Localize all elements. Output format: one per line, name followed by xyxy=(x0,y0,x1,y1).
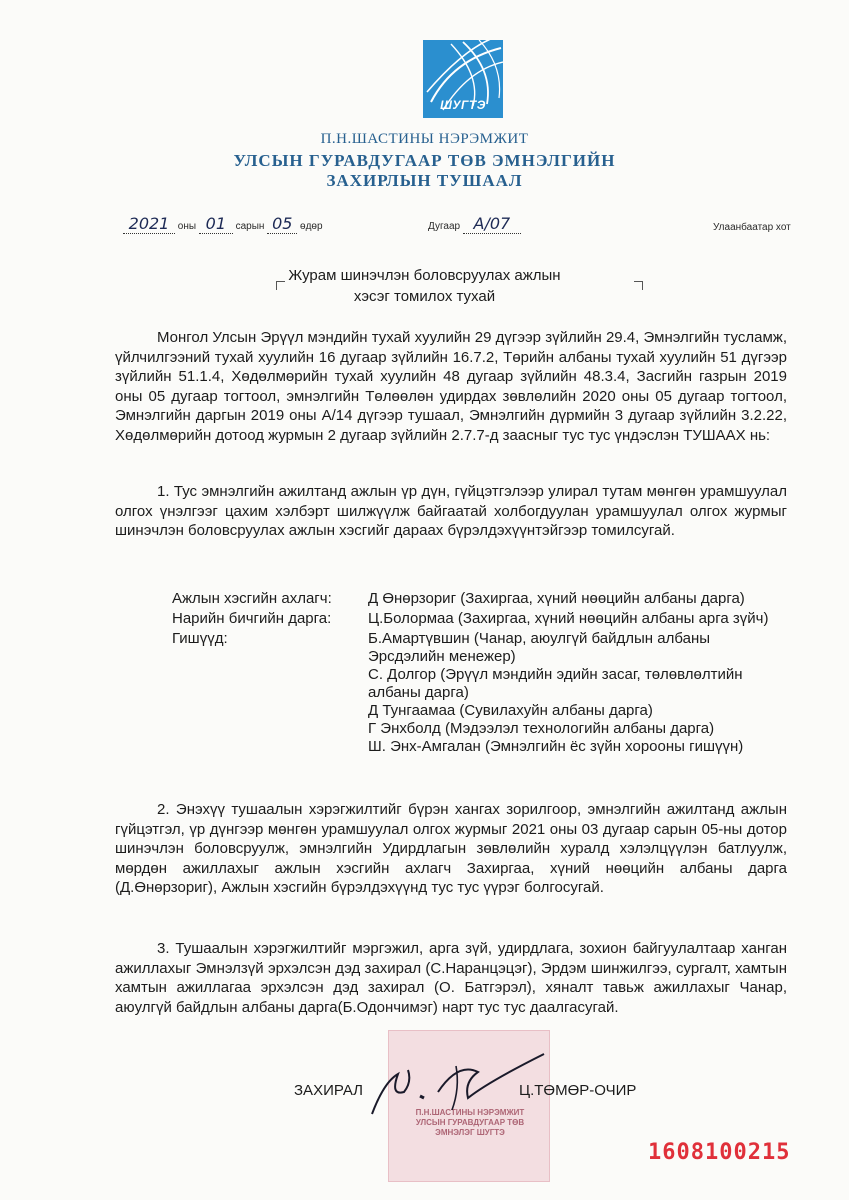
wg-chair: Д Өнөрзориг (Захиргаа, хүний нөөцийн албаны дарга) xyxy=(368,590,745,607)
stamp-text: П.Н.ШАСТИНЫ НЭРЭМЖИТ УЛСЫН ГУРАВДУГААР ТӨВ ЭМНЭЛЭГ ШУГТЭ xyxy=(415,1108,525,1137)
title-line-1: Журам шинэчлэн боловсруулах ажлын xyxy=(288,267,561,284)
order-number-line xyxy=(428,214,521,234)
header-line-3: ЗАХИРЛЫН ТУШААЛ xyxy=(326,171,523,190)
wg-member: Д Тунгаамаа (Сувилахуйн албаны дарга) xyxy=(368,702,653,719)
wg-chair-row xyxy=(172,590,788,608)
preamble-text: Монгол Улсын Эрүүл мэндийн тухай хуулийн 29 дүгээр зүйлийн 29.4, Эмнэлгийн тусламж, үйлчилгээний тухай хуулийн 16 дугаар зүйлийн 16.7.2, Төрийн албаны тухай хуулийн 51 дүгээр зүйлийн 51.1.4, Хөдөлмөрийн тухай хуулийн 48 дугаар зүйлийн 48.3.4, Засгийн газрын 2019 оны 05 дугаар тогтоол, эмнэлгийн Төлөөлөн удирдах зөвлөлийн 2020 оны 05 дугаар тогтоол, Эмнэлгийн даргын 2019 оны А/14 дүгээр тушаал, Эмнэлгийн дүрмийн 3 дугаар зүйлийн 3.2.22, Хөдөлмөрийн дотоод журмын 2 дугаар зүйлийн 2.7.7-д заасныг тус тус үндэслэн ТУШААХ нь: xyxy=(115,329,787,444)
clause-2 xyxy=(115,800,787,898)
wg-member: Б.Амартүвшин (Чанар, аюулгүй байдлын албаны Эрсдэлийн менежер) xyxy=(368,630,711,665)
wg-chair-label: Ажлын хэсгийн ахлагч: xyxy=(172,590,332,607)
wg-secretary: Ц.Болормаа (Захиргаа, хүний нөөцийн албаны арга зүйч) xyxy=(368,610,769,627)
header-line-2: УЛСЫН ГУРАВДУГААР ТӨВ ЭМНЭЛГИЙН xyxy=(233,151,616,170)
clause-3 xyxy=(115,939,787,1017)
date-month: 01 xyxy=(199,214,233,234)
order-number-label: Дугаар xyxy=(428,221,461,232)
preamble xyxy=(115,328,787,445)
wg-secretary-label: Нарийн бичгийн дарга: xyxy=(172,610,332,627)
clause-3-text: 3. Тушаалын хэрэгжилтийг мэргэжил, арга зүй, удирдлага, зохион байгуулалтаар ханган ажиллахыг Эмнэлзүй эрхэлсэн дэд захирал (С.Наранцэцэг), Эрдэм шинжилгээ, сургалт, хамтын хамтын ажиллагаа эрхэлсэн дэд захирал (О. Батгэрэл), хяналт тавьж ажиллахыг Чанар, аюулгүй байдлын албаны дарга(Б.Одончимэг) нарт тус тус даалгасугай. xyxy=(115,940,787,1016)
date-month-suffix: сарын xyxy=(235,221,265,232)
signatory-name: Ц.ТӨМӨР-ОЧИР xyxy=(519,1082,637,1099)
date-year-suffix: оны xyxy=(177,221,197,232)
serial-number: 1608100215 xyxy=(648,1140,791,1165)
wg-secretary-row xyxy=(172,610,788,628)
date-year: 2021 xyxy=(123,214,175,234)
clause-1 xyxy=(115,482,787,541)
wg-members-label: Гишүүд: xyxy=(172,630,228,647)
working-group xyxy=(172,590,788,756)
order-number: A/07 xyxy=(463,214,521,234)
clause-1-text: 1. Тус эмнэлгийн ажилтанд ажлын үр дүн, гүйцэтгэлээр улирал тутам мөнгөн урамшуулал олгох үнэлгээг цахим хэлбэрт шилжүүлж байгаатай холбогдуулан урамшуулал олгох журмыг шинэчлэн боловсруулах ажлын хэсгийг дараах бүрэлдэхүүнтэйгээр томилсугай. xyxy=(115,483,787,539)
date-line xyxy=(123,214,323,234)
wg-members-row xyxy=(172,630,788,756)
wg-member: Ш. Энх-Амгалан (Эмнэлгийн ёс зүйн хорооны гишүүн) xyxy=(368,738,744,755)
signature-label: ЗАХИРАЛ xyxy=(294,1082,364,1099)
order-title xyxy=(0,265,849,307)
city: Улаанбаатар хот xyxy=(713,222,791,233)
wg-member: С. Долгор (Эрүүл мэндийн эдийн засаг, төлөвлөлтийн албаны дарга) xyxy=(368,666,743,701)
wg-member: Г Энхболд (Мэдээлэл технологийн албаны дарга) xyxy=(368,720,715,737)
hospital-logo xyxy=(423,40,503,118)
title-line-2: хэсэг томилох тухай xyxy=(353,288,496,305)
clause-2-text: 2. Энэхүү тушаалын хэрэгжилтийг бүрэн хангах зорилгоор, эмнэлгийн ажилтанд ажлын гүйцэтгэл, үр дүнгээр мөнгөн урамшуулал олгох журмыг 2021 оны 03 дугаар сарын 05-ны дотор шинэчлэн боловсруулж, эмнэлгийн Удирдлагын зөвлөлийн хуралд хэлэлцүүлэн батлуулж, мөрдөн ажиллахыг ажлын хэсгийн ахлагч Захиргаа, хүний нөөцийн албаны дарга (Д.Өнөрзориг), Ажлын хэсгийн бүрэлдэхүүнд тус тус үүрэг болгосугай. xyxy=(115,801,787,896)
header-line-1: П.Н.ШАСТИНЫ НЭРЭМЖИТ xyxy=(320,131,529,147)
date-day: 05 xyxy=(267,214,297,234)
date-day-suffix: өдөр xyxy=(300,221,323,232)
wg-members xyxy=(368,630,788,756)
logo-text: ШУГТЭ xyxy=(440,98,486,112)
